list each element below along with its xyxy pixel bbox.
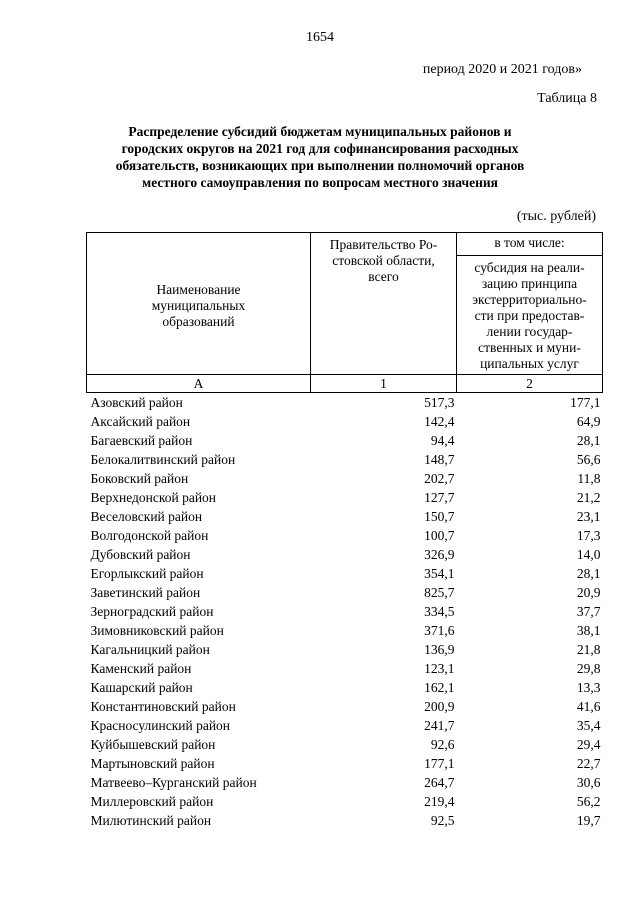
- municipality-name-cell: Константиновский район: [90, 699, 236, 714]
- units-label: (тыс. рублей): [516, 209, 596, 224]
- subsidy-amount-cell: 17,3: [576, 528, 601, 543]
- header-line: лении государ-: [486, 324, 573, 339]
- table-row: [87, 811, 603, 830]
- subsidy-amount-cell: 35,4: [576, 718, 601, 733]
- table-row: [87, 659, 603, 678]
- title-line: Распределение субсидий бюджетам муниципальных районов и: [128, 124, 512, 139]
- table-row: [87, 678, 603, 697]
- municipality-name-cell: Миллеровский район: [90, 794, 214, 809]
- municipality-name-cell: Заветинский район: [90, 585, 201, 600]
- table-row: [87, 564, 603, 583]
- table-body: [87, 393, 603, 831]
- total-amount-cell: 136,9: [424, 642, 455, 657]
- table-row: [87, 640, 603, 659]
- subsidy-amount-cell: 64,9: [576, 414, 601, 429]
- municipality-name-cell: Зимовниковский район: [90, 623, 224, 638]
- header-line: экстерриториально-: [472, 292, 587, 307]
- header-line: всего: [368, 269, 399, 284]
- subsidy-amount-cell: 21,2: [576, 490, 601, 505]
- subsidy-amount-cell: 37,7: [576, 604, 601, 619]
- subsidy-amount-cell: 30,6: [576, 775, 601, 790]
- municipality-name-cell: Милютинский район: [90, 813, 212, 828]
- subsidy-amount-cell: 13,3: [576, 680, 601, 695]
- municipality-name-cell: Аксайский район: [90, 414, 191, 429]
- subsidy-amount-cell: 177,1: [570, 395, 601, 410]
- total-amount-cell: 94,4: [430, 433, 455, 448]
- total-amount-cell: 127,7: [424, 490, 455, 505]
- total-amount-cell: 241,7: [424, 718, 455, 733]
- subsidy-amount-cell: 14,0: [576, 547, 601, 562]
- page-number: 1654: [306, 30, 334, 45]
- header-line: Наименование: [156, 281, 241, 297]
- header-line: зацию принципа: [481, 276, 578, 291]
- total-amount-cell: 219,4: [424, 794, 455, 809]
- table-row: [87, 393, 603, 413]
- total-amount-cell: 100,7: [424, 528, 455, 543]
- subsidy-amount-cell: 41,6: [576, 699, 601, 714]
- municipality-name-cell: Куйбышевский район: [90, 737, 216, 752]
- total-amount-cell: 825,7: [424, 585, 455, 600]
- table-row: [87, 450, 603, 469]
- subsidy-amount-cell: 22,7: [576, 756, 601, 771]
- subsidy-amount-cell: 29,4: [576, 737, 601, 752]
- municipality-name-cell: Кагальницкий район: [90, 642, 210, 657]
- subsidy-amount-cell: 19,7: [576, 813, 601, 828]
- table-row: [87, 735, 603, 754]
- table-row: [87, 602, 603, 621]
- column-header-name: [87, 233, 311, 375]
- total-amount-cell: 142,4: [424, 414, 455, 429]
- subsidy-amount-cell: 28,1: [576, 433, 601, 448]
- header-line: ципальных услуг: [480, 356, 579, 371]
- total-amount-cell: 264,7: [424, 775, 455, 790]
- header-line: муниципальных: [151, 297, 246, 313]
- title-line: городских округов на 2021 год для софинансирования расходных: [121, 141, 519, 156]
- table-row: [87, 621, 603, 640]
- municipality-name-cell: Егорлыкский район: [90, 566, 204, 581]
- municipality-name-cell: Каменский район: [90, 661, 192, 676]
- municipality-name-cell: Веселовский район: [90, 509, 203, 524]
- municipality-name-cell: Зерноградский район: [90, 604, 214, 619]
- header-line: стовской области,: [332, 253, 435, 268]
- total-amount-cell: 92,6: [430, 737, 455, 752]
- column-header-subsidy: [457, 256, 603, 375]
- table-row: [87, 716, 603, 735]
- subsidy-amount-cell: 28,1: [576, 566, 601, 581]
- total-amount-cell: 123,1: [424, 661, 455, 676]
- subsidy-amount-cell: 20,9: [576, 585, 601, 600]
- total-amount-cell: 92,5: [430, 813, 455, 828]
- header-line: ственных и муни-: [478, 340, 581, 355]
- table-row: [87, 754, 603, 773]
- total-amount-cell: 177,1: [424, 756, 455, 771]
- header-line: образований: [162, 313, 235, 329]
- table-row: [87, 412, 603, 431]
- column-header-total: [311, 233, 457, 375]
- table-row: [87, 507, 603, 526]
- table-row: [87, 526, 603, 545]
- table-row: [87, 697, 603, 716]
- subsidy-amount-cell: 56,2: [576, 794, 601, 809]
- total-amount-cell: 354,1: [424, 566, 455, 581]
- municipality-name-cell: Азовский район: [90, 395, 183, 410]
- municipality-name-cell: Красносулинский район: [90, 718, 231, 733]
- municipality-name-cell: Верхнедонской район: [90, 490, 217, 505]
- table-row: [87, 488, 603, 507]
- column-index: 2: [457, 375, 603, 393]
- municipality-name-cell: Багаевский район: [90, 433, 193, 448]
- table-label: Таблица 8: [537, 91, 597, 106]
- subsidy-amount-cell: 23,1: [576, 509, 601, 524]
- municipality-name-cell: Волгодонской район: [90, 528, 209, 543]
- header-line: сти при предостав-: [474, 308, 585, 323]
- subsidy-amount-cell: 21,8: [576, 642, 601, 657]
- column-index: А: [87, 375, 311, 393]
- period-continuation: период 2020 и 2021 годов»: [422, 62, 582, 77]
- column-index: 1: [311, 375, 457, 393]
- municipality-name-cell: Матвеево–Курганский район: [90, 775, 257, 790]
- total-amount-cell: 334,5: [424, 604, 455, 619]
- total-amount-cell: 150,7: [424, 509, 455, 524]
- total-amount-cell: 148,7: [424, 452, 455, 467]
- municipality-name-cell: Дубовский район: [90, 547, 191, 562]
- total-amount-cell: 517,3: [424, 395, 455, 410]
- subsidy-amount-cell: 29,8: [576, 661, 601, 676]
- table-row: [87, 583, 603, 602]
- title-line: местного самоуправления по вопросам местного значения: [142, 175, 498, 190]
- total-amount-cell: 326,9: [424, 547, 455, 562]
- header-line: Правительство Ро-: [329, 237, 438, 252]
- subsidy-amount-cell: 38,1: [576, 623, 601, 638]
- municipality-name-cell: Мартыновский район: [90, 756, 215, 771]
- table-title: [90, 123, 550, 191]
- title-line: обязательств, возникающих при выполнении полномочий органов: [115, 158, 525, 173]
- municipality-name-cell: Боковский район: [90, 471, 189, 486]
- municipality-name-cell: Белокалитвинский район: [90, 452, 236, 467]
- municipality-name-cell: Кашарский район: [90, 680, 193, 695]
- total-amount-cell: 162,1: [424, 680, 455, 695]
- total-amount-cell: 200,9: [424, 699, 455, 714]
- total-amount-cell: 202,7: [424, 471, 455, 486]
- table-row: [87, 545, 603, 564]
- header-line: субсидия на реали-: [474, 260, 585, 275]
- table-row: [87, 773, 603, 792]
- subsidy-table: [86, 232, 603, 830]
- column-header-including: в том числе:: [457, 233, 603, 256]
- subsidy-amount-cell: 56,6: [576, 452, 601, 467]
- total-amount-cell: 371,6: [424, 623, 455, 638]
- subsidy-amount-cell: 11,8: [577, 471, 601, 486]
- table-row: [87, 469, 603, 488]
- table-row: [87, 792, 603, 811]
- table-row: [87, 431, 603, 450]
